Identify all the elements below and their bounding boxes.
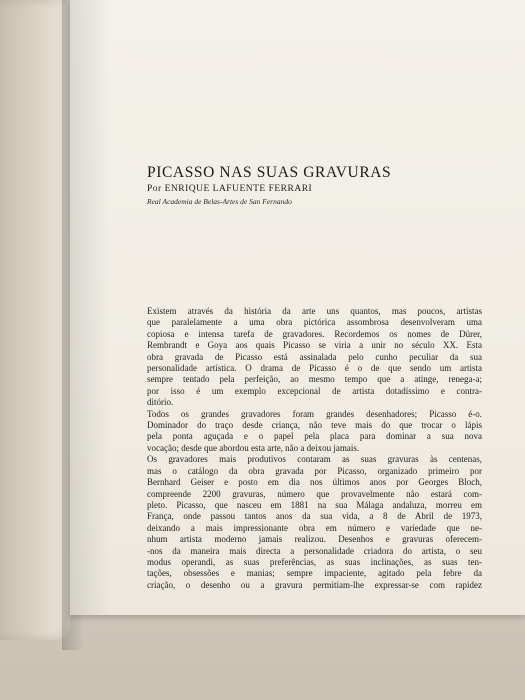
article-byline: Por ENRIQUE LAFUENTE FERRARI (147, 184, 313, 194)
page-curve-shadow (70, 0, 110, 615)
body-line: pela ponta aguçada e o papel pela placa para dominar a sua nova (147, 431, 482, 442)
body-line: deixando a mais impressionante obra em número e variedade que ne- (147, 522, 482, 533)
body-line: tações, obsessões e manias; sempre impaciente, agitado pela febre da (147, 568, 482, 579)
body-line: pleto. Picasso, que nasceu em 1881 na sua Málaga andaluza, morreu em (147, 499, 482, 510)
left-page-edge (0, 0, 70, 640)
author-affiliation: Real Academia de Belas-Artes de San Fernando (147, 197, 292, 206)
body-line: personalidade artística. O drama de Picasso é o de que sendo um artista (147, 363, 482, 374)
body-line: sempre tentado pela perfeição, ao mesmo tempo que a atinge, renega-a; (147, 374, 482, 385)
body-line: vocação; desde que abordou esta arte, não a deixou jamais. (147, 442, 360, 453)
body-line: Bernhard Geiser e posto em dia nos últimos anos por Georges Bloch, (147, 477, 482, 488)
article-body (147, 306, 482, 591)
body-line: nhum artista moderno jamais realizou. Desenhos e gravuras oferecem- (147, 534, 482, 545)
body-line: -nos da maneira mais directa a personalidade criadora do artista, o seu (147, 545, 482, 556)
body-line: França, onde passou tantos anos da sua vida, a 8 de Abril de 1973, (147, 511, 482, 522)
body-line: Dominador do traço desde criança, não teve mais do que trocar o lápis (147, 420, 482, 431)
body-line: Os gravadores mais produtivos contaram as suas gravuras às centenas, (147, 454, 482, 465)
body-line: compreende 2200 gravuras, número que provavelmente não estará com- (147, 488, 482, 499)
body-line: que paralelamente a uma obra pictórica assombrosa desenvolveram uma (147, 317, 482, 328)
body-line: Todos os grandes gravadores foram grandes desenhadores; Picasso é-o. (147, 408, 482, 419)
body-line: mas o catálogo da obra gravada por Picasso, organizado primeiro por (147, 465, 482, 476)
article-title: PICASSO NAS SUAS GRAVURAS (147, 164, 392, 181)
body-line: criação, o desenho ou a gravura permitiam-lhe expressar-se com rapidez (147, 579, 482, 590)
body-line: ditório. (147, 397, 174, 408)
body-line: modus operandi, as suas preferências, as suas inclinações, as suas ten- (147, 556, 482, 567)
body-line: por isso é um exemplo excepcional de artista dotadíssimo e contra- (147, 385, 482, 396)
body-line: copiosa e intensa tarefa de gravadores. Recordemos os nomes de Dürer, (147, 328, 482, 339)
body-line: Rembrandt e Goya aos quais Picasso se viria a unir no século XX. Esta (147, 340, 482, 351)
body-line: Existem através da história da arte uns quantos, mas poucos, artistas (147, 306, 482, 316)
body-line: obra gravada de Picasso está assinalada pelo cunho peculiar da sua (147, 351, 482, 362)
